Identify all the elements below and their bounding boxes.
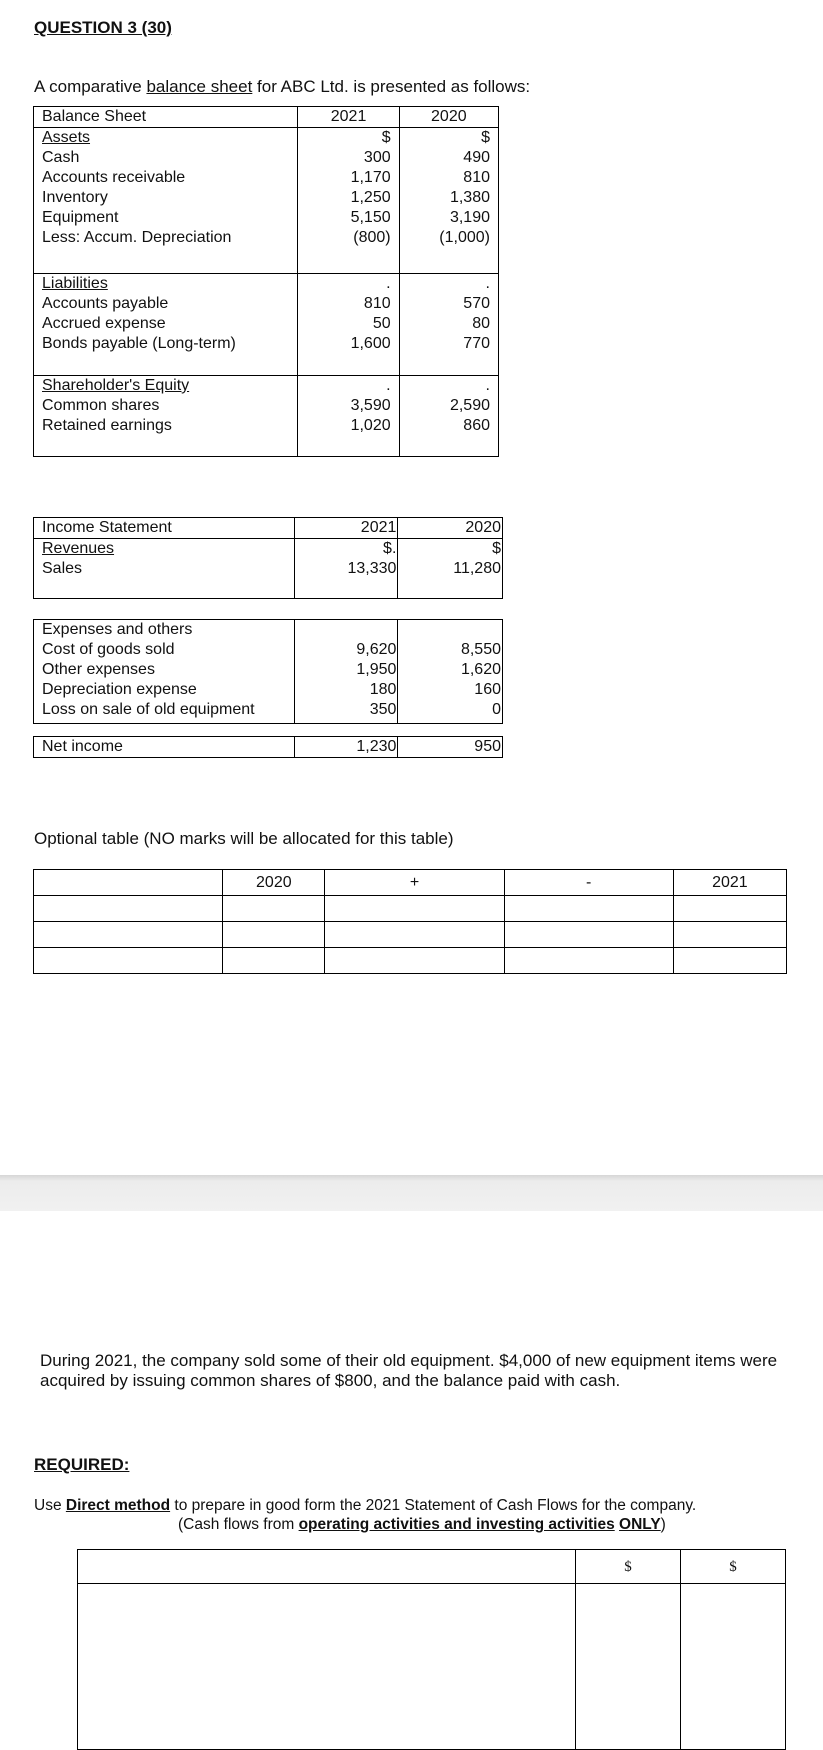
cash-flow-description-cell[interactable] (78, 1584, 576, 1750)
optional-header-plus: + (325, 870, 504, 896)
value-2021: 1,250 (350, 189, 391, 206)
currency-symbol: $ (381, 129, 391, 146)
value-2020: 160 (474, 681, 501, 698)
only-emphasis: ONLY (619, 1516, 661, 1533)
currency-symbol: $ (492, 540, 501, 557)
cash-flow-amount-cell[interactable] (576, 1584, 681, 1750)
income-statement-title: Income Statement (34, 518, 295, 539)
row-label: Less: Accum. Depreciation (42, 229, 232, 246)
dot-marker: . (386, 275, 391, 292)
net-income-row (34, 737, 503, 758)
liabilities-section (34, 274, 499, 376)
currency-symbol: $. (383, 540, 397, 557)
row-label: Equipment (42, 209, 119, 226)
balance-sheet-link: balance sheet (146, 77, 253, 96)
row-label: Common shares (42, 397, 160, 414)
value-2020: 1,620 (460, 661, 501, 678)
value-2021: 1,020 (350, 417, 391, 434)
value-2020: 860 (463, 417, 490, 434)
equity-section (34, 376, 499, 457)
liabilities-heading: Liabilities (42, 275, 108, 292)
year-2021-header: 2021 (298, 107, 399, 128)
dot-marker: . (386, 377, 391, 394)
expenses-section (34, 620, 503, 724)
value-2021: 350 (369, 701, 397, 718)
optional-table (33, 869, 787, 974)
balance-sheet-table (33, 106, 499, 457)
equity-heading: Shareholder's Equity (42, 377, 190, 394)
value-2021: 1,950 (356, 661, 397, 678)
balance-sheet-header (34, 107, 499, 128)
cash-flow-header (78, 1550, 786, 1584)
dot-marker: . (485, 275, 490, 292)
value-2020: 3,190 (449, 209, 490, 226)
cash-flow-body (78, 1584, 786, 1750)
net-income-label: Net income (34, 737, 295, 758)
value-2021: 13,330 (347, 560, 397, 577)
value-2021: 1,170 (350, 169, 391, 186)
row-label: Cost of goods sold (42, 641, 175, 658)
value-2021: (800) (353, 229, 391, 246)
revenues-section (34, 539, 503, 599)
value-2020: (1,000) (439, 229, 490, 246)
value-2020: 11,280 (453, 560, 501, 577)
value-2021: 1,600 (350, 335, 391, 352)
optional-header-minus: - (504, 870, 673, 896)
expenses-heading: Expenses and others (42, 621, 193, 638)
value-2021: 810 (363, 295, 391, 312)
row-label: Depreciation expense (42, 681, 197, 698)
net-income-2020: 950 (398, 737, 503, 758)
row-label: Cash (42, 149, 80, 166)
value-2021: 3,590 (350, 397, 391, 414)
optional-table-note: Optional table (NO marks will be allocated for this table) (34, 829, 454, 848)
optional-header-2021: 2021 (673, 870, 786, 896)
intro-text: A comparative balance sheet for ABC Ltd. is presented as follows: (34, 77, 531, 96)
assets-section (34, 128, 499, 274)
required-heading: REQUIRED: (34, 1455, 130, 1474)
year-2020-header: 2020 (399, 107, 498, 128)
value-2021: 9,620 (356, 641, 397, 658)
cash-flow-answer-table (77, 1549, 786, 1750)
value-2020: 8,550 (460, 641, 501, 658)
question-title: QUESTION 3 (30) (34, 18, 172, 37)
value-2021: 180 (369, 681, 397, 698)
revenues-heading: Revenues (42, 540, 115, 557)
value-2020: 1,380 (449, 189, 490, 206)
value-2020: 810 (463, 169, 490, 186)
optional-table-row (34, 922, 787, 948)
value-2021: 5,150 (350, 209, 391, 226)
value-2020: 0 (492, 701, 501, 718)
currency-header-2: $ (681, 1550, 786, 1584)
direct-method-emphasis: Direct method (65, 1497, 171, 1514)
year-2021-header: 2021 (294, 518, 398, 539)
net-income-2021: 1,230 (294, 737, 398, 758)
row-label: Accounts receivable (42, 169, 186, 186)
value-2020: 490 (463, 149, 490, 166)
value-2020: 80 (472, 315, 490, 332)
optional-table-row (34, 948, 787, 974)
currency-header-1: $ (576, 1550, 681, 1584)
optional-table-row (34, 896, 787, 922)
scope-text: (Cash flows from operating activities and investing activities ONLY) (178, 1516, 666, 1533)
value-2020: 770 (463, 335, 490, 352)
instruction-text: Use Direct method to prepare in good form the 2021 Statement of Cash Flows for the company. (34, 1497, 697, 1514)
row-label: Other expenses (42, 661, 155, 678)
assets-heading: Assets (42, 129, 91, 146)
value-2021: 300 (363, 149, 391, 166)
year-2020-header: 2020 (398, 518, 503, 539)
value-2020: 2,590 (449, 397, 490, 414)
dot-marker: . (485, 377, 490, 394)
income-statement-header (34, 518, 503, 539)
cash-flow-total-cell[interactable] (681, 1584, 786, 1750)
value-2021: 50 (372, 315, 391, 332)
optional-header-blank (34, 870, 223, 896)
row-label: Retained earnings (42, 417, 172, 434)
balance-sheet-title: Balance Sheet (34, 107, 298, 128)
row-label: Inventory (42, 189, 108, 206)
narrative-text: During 2021, the company sold some of their old equipment. $4,000 of new equipment items were acquired by issuing common shares of $800, and the balance paid with cash. (40, 1351, 778, 1390)
activities-emphasis: operating activities and investing activities (298, 1516, 615, 1533)
row-label: Sales (42, 560, 83, 577)
optional-header-2020: 2020 (223, 870, 325, 896)
currency-symbol: $ (481, 129, 490, 146)
optional-table-header (34, 870, 787, 896)
income-statement-table (33, 517, 503, 758)
page-break (0, 1175, 823, 1211)
value-2020: 570 (463, 295, 490, 312)
row-label: Accounts payable (42, 295, 169, 312)
row-label: Bonds payable (Long-term) (42, 335, 236, 352)
row-label: Loss on sale of old equipment (42, 701, 255, 718)
row-label: Accrued expense (42, 315, 166, 332)
